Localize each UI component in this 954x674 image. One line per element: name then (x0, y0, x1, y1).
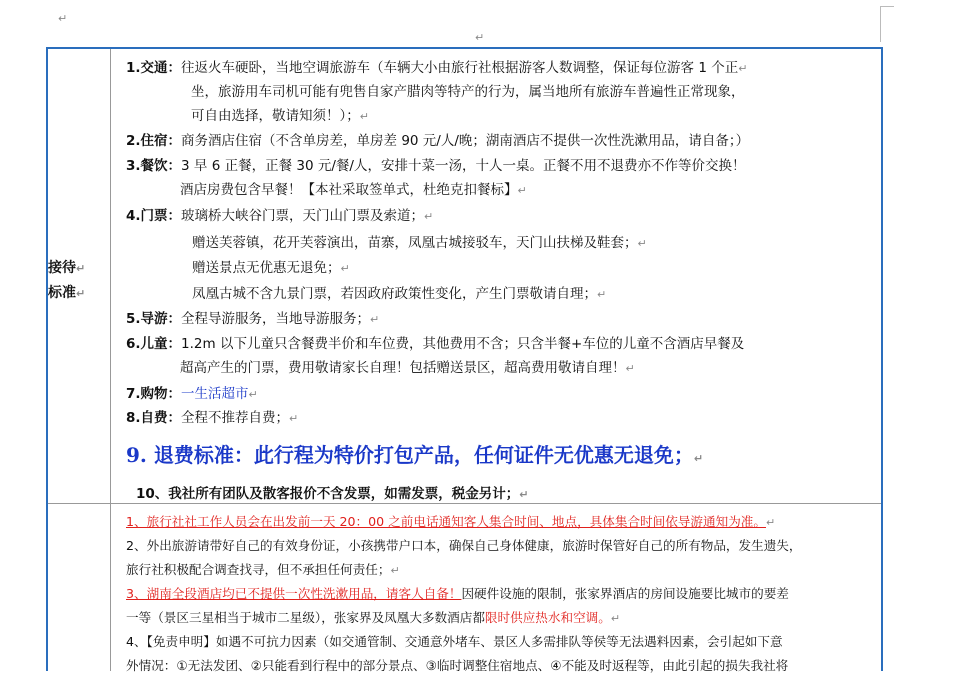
note-3: 3、湖南全段酒店均已不提供一次性洗漱用品，请客人自备！因硬件设施的限制，张家界酒店的房间设施要比城市的要差 (126, 586, 789, 601)
refund-policy-heading: 9. 退费标准：此行程为特价打包产品，任何证件无优惠无退免；↵ (126, 443, 704, 467)
table-divider-col (110, 49, 111, 671)
item-tickets-line2: 赠送芙蓉镇，花开芙蓉演出，苗寨，凤凰古城接驳车，天门山扶梯及鞋套；↵ (192, 235, 647, 251)
item-tickets-line3: 赠送景点无优惠无退免；↵ (192, 260, 350, 276)
label-line-1: 接待 (48, 260, 76, 276)
table-border-right (881, 47, 883, 671)
item-meals-line2: 酒店房费包含早餐！【本社采取签单式，杜绝克扣餐标】↵ (180, 182, 527, 198)
paragraph-mark-top-2: ↵ (475, 31, 485, 44)
label-line-2: 标准 (48, 285, 76, 301)
table-border-left (46, 47, 48, 671)
corner-crop-mark-h (880, 6, 894, 7)
label-cell: 接待↵ 标准↵ (48, 260, 86, 301)
table-border-top (46, 47, 883, 49)
item-tickets: 4.门票：玻璃桥大峡谷门票，天门山门票及索道；↵ (126, 208, 434, 224)
item-transport-line3: 可自由选择，敬请知须！）；↵ (191, 108, 369, 124)
note-1: 1、旅行社社工作人员会在出发前一天 20：00 之前电话通知客人集合时间、地点，具体集合时间依导游通知为准。↵ (126, 514, 776, 529)
paragraph-mark-top: ↵ (58, 12, 68, 25)
note-2: 2、外出旅游请带好自己的有效身份证，小孩携带户口本，确保自己身体健康，旅游时保管好自己的所有物品，发生遗失， (126, 538, 802, 553)
note-4: 4、【免责申明】如遇不可抗力因素（如交通管制、交通意外堵车、景区人多需排队等侯等无法遇料因素，会引起如下意 (126, 634, 783, 649)
item-lodging: 2.住宿：商务酒店住宿（不含单房差，单房差 90 元/人/晚；湖南酒店不提供一次性洗漱用品，请自备；） (126, 133, 750, 149)
item-guide: 5.导游：全程导游服务，当地导游服务；↵ (126, 311, 380, 327)
item-children: 6.儿童：1.2m 以下儿童只含餐费半价和车位费，其他费用不含；只含半餐+车位的儿童不含酒店早餐及 (126, 336, 745, 352)
item-tickets-line4: 凤凰古城不含九景门票，若因政府政策性变化，产生门票敬请自理；↵ (192, 286, 607, 302)
item-transport: 1.交通：往返火车硬卧，当地空调旅游车（车辆大小由旅行社根据游客人数调整，保证每位游客 1 个正↵ (126, 60, 748, 76)
note-4-line2: 外情况：①无法发团、②只能看到行程中的部分景点、③临时调整住宿地点、④不能及时返程等，由此引起的损失我社将 (126, 658, 789, 673)
item-transport-line2: 坐，旅游用车司机可能有兜售自家产腊肉等特产的行为，属当地所有旅游车普遍性正常现象， (191, 84, 745, 100)
item-self-paid: 8.自费：全程不推荐自费；↵ (126, 410, 299, 426)
corner-crop-mark (880, 6, 881, 42)
item-meals: 3.餐饮：3 早 6 正餐，正餐 30 元/餐/人，安排十菜一汤，十人一桌。正餐不用不退费亦不作等价交换！ (126, 158, 746, 174)
table-divider-row (48, 503, 881, 504)
item-shopping: 7.购物：一生活超市↵ (126, 386, 258, 402)
item-children-line2: 超高产生的门票，费用敬请家长自理！包括赠送景区，超高费用敬请自理！↵ (180, 360, 635, 376)
note-3-line2: 一等（景区三星相当于城市二星级），张家界及凤凰大多数酒店都限时供应热水和空调。↵ (126, 610, 621, 625)
note-2-line2: 旅行社积极配合调查找寻，但不承担任何责任；↵ (126, 562, 400, 577)
invoice-note: 10、我社所有团队及散客报价不含发票，如需发票，税金另计；↵ (136, 486, 529, 502)
